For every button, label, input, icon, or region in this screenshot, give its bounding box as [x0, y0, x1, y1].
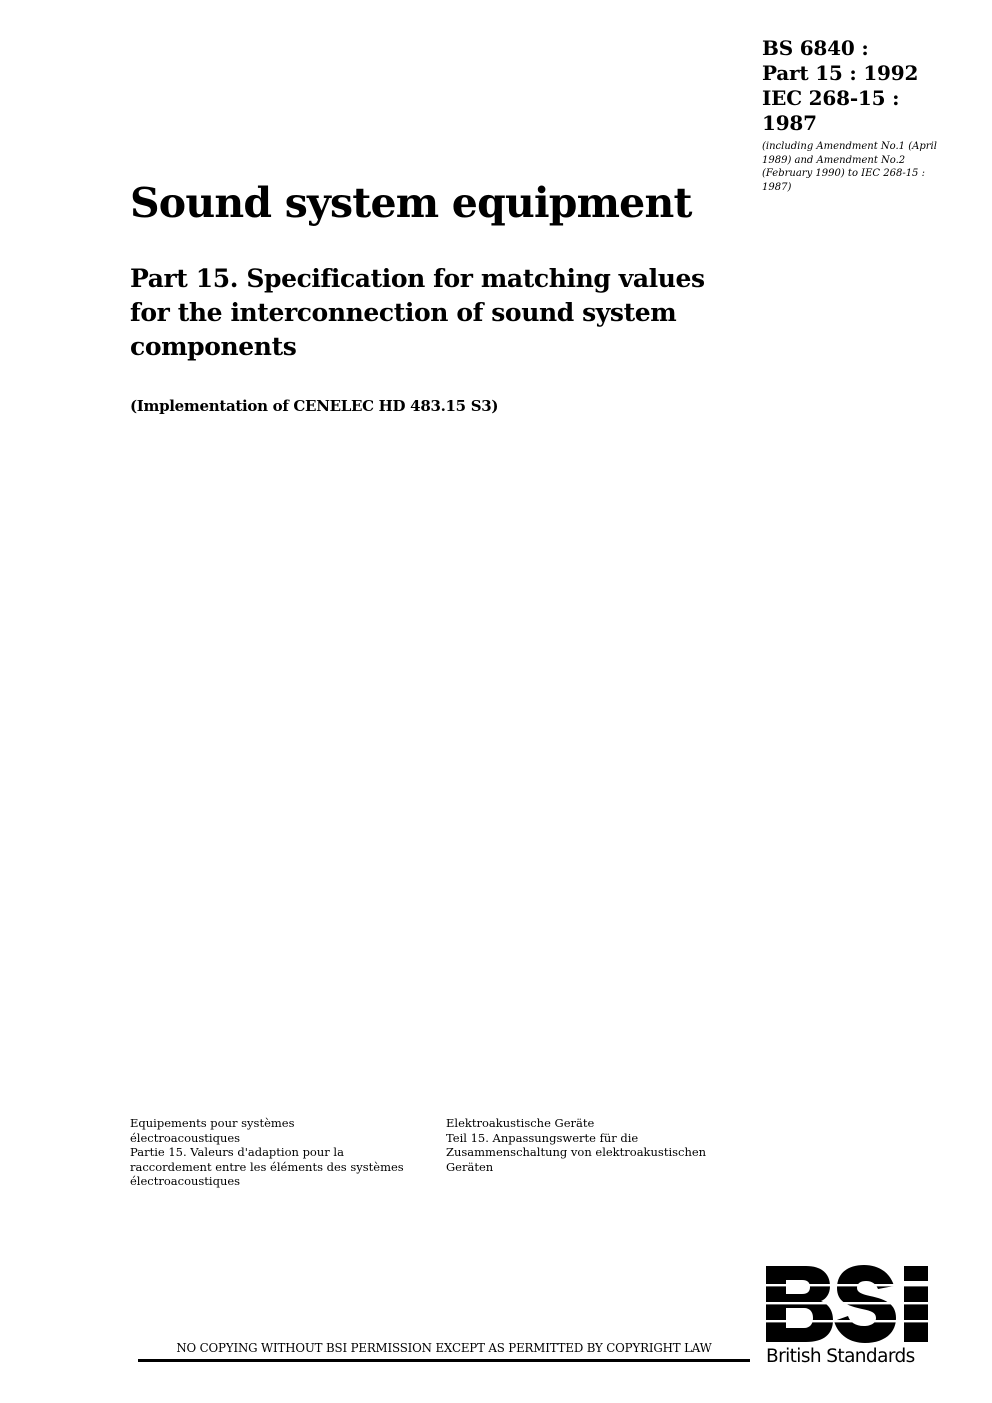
- german-title-line: Teil 15. Anpassungswerte für die: [446, 1130, 639, 1145]
- german-title-line: Elektroakustische Geräte: [446, 1116, 595, 1130]
- german-title-line: Geräten: [446, 1159, 494, 1174]
- iec-year: 1987: [762, 111, 817, 135]
- german-title-line: Zusammenschaltung von elektroakustischen: [446, 1145, 707, 1160]
- iec-reference: IEC 268-15 :: [762, 86, 900, 110]
- document-title: Sound system equipment: [130, 179, 692, 227]
- copyright-notice: [138, 1341, 750, 1362]
- implementation-note: (Implementation of CENELEC HD 483.15 S3): [130, 397, 499, 415]
- amendment-note: (including Amendment No.1 (April 1989) and Amendment No.2 (February 1990) to IEC 268-15 : 1987): [762, 141, 937, 193]
- standard-reference-block: [762, 36, 962, 194]
- standard-number: BS 6840 :: [762, 36, 869, 60]
- french-title-line: Equipements pour systèmes: [130, 1116, 295, 1130]
- french-title-line: raccordement entre les éléments des systèmes: [130, 1159, 404, 1174]
- part-title: Part 15. Specification for matching values for the interconnection of sound system components: [130, 264, 705, 361]
- bsi-logo-subtitle: British Standards: [766, 1346, 915, 1367]
- french-title-line: Partie 15. Valeurs d'adaption pour la: [130, 1145, 344, 1160]
- copyright-text: NO COPYING WITHOUT BSI PERMISSION EXCEPT AS PERMITTED BY COPYRIGHT LAW: [176, 1341, 712, 1355]
- german-title: [446, 1116, 746, 1174]
- standard-part-year: Part 15 : 1992: [762, 61, 919, 85]
- french-title-line: électroacoustiques: [130, 1130, 241, 1145]
- french-title: [130, 1116, 430, 1189]
- french-title-line: électroacoustiques: [130, 1174, 241, 1189]
